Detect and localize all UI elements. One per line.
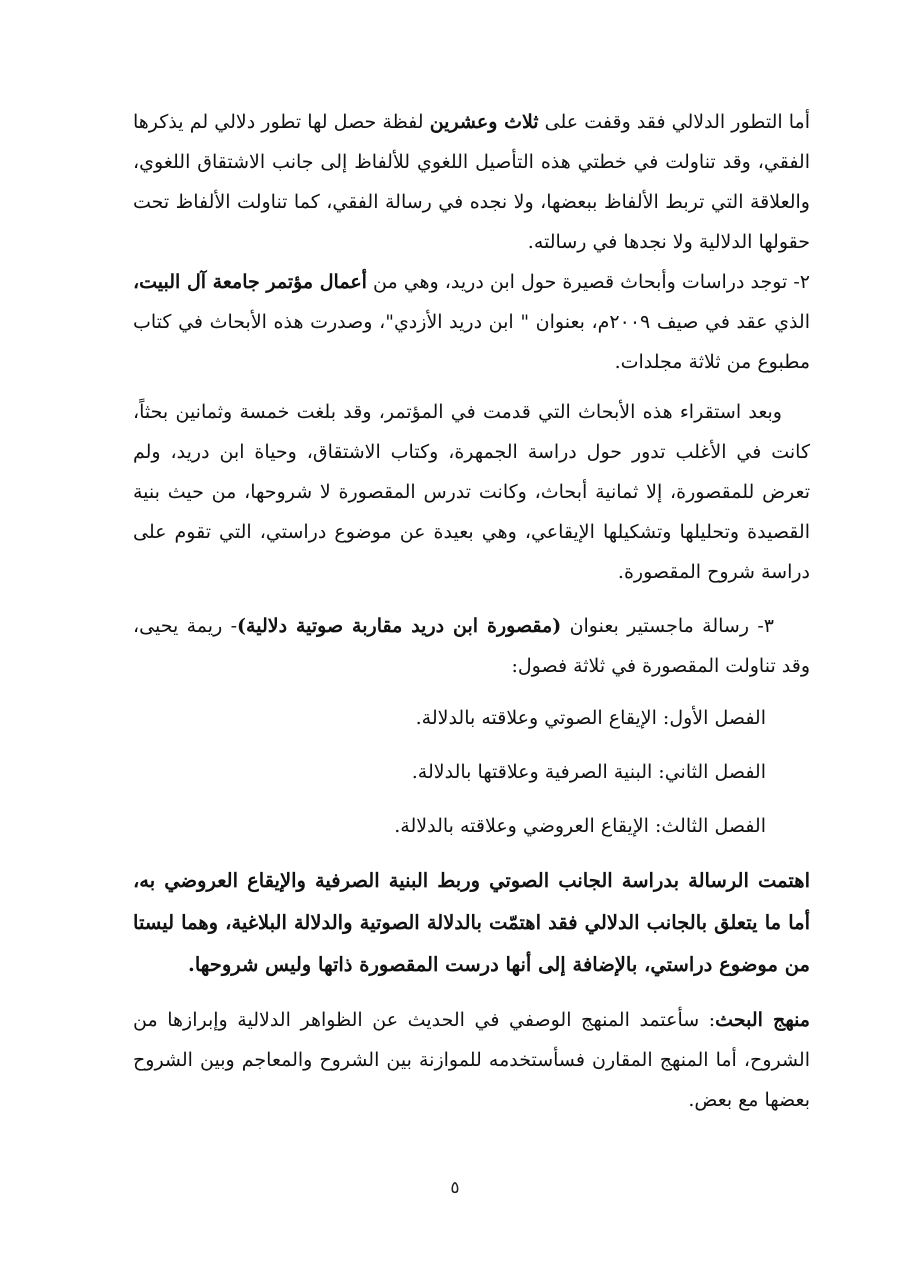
paragraph-item-3 <box>133 606 810 686</box>
bold-text-run: (مقصورة ابن دريد مقاربة صوتية دلالية) <box>237 615 562 637</box>
text-run: الذي عقد في صيف ٢٠٠٩م، بعنوان " ابن دريد الأزدي"، وصدرت هذه الأبحاث في كتاب مطبوع من ثلاثة مجلدات. <box>133 311 810 373</box>
text-run: ٢- توجد دراسات وأبحاث قصيرة حول ابن دريد، وهي من <box>366 271 810 293</box>
paragraph-thesis-focus: اهتمت الرسالة بدراسة الجانب الصوتي وربط البنية الصرفية والإيقاع العروضي به، أما ما يتعلق بالجانب الدلالي فقد اهتمّت بالدلالة الصوتية والدلالة البلاغية، وهما ليستا من موضوع دراستي، بالإضافة إلى أنها درست المقصورة ذاتها وليس شروحها. <box>133 869 810 976</box>
chapter-line-1: الفصل الأول: الإيقاع الصوتي وعلاقته بالدلالة. <box>415 707 766 729</box>
text-run: ٣- رسالة ماجستير بعنوان <box>561 615 774 637</box>
text-run: : سأعتمد المنهج الوصفي في الحديث عن الظواهر الدلالية وإبرازها من الشروح، أما المنهج المقارن فسأستخدمه للموازنة بين الشروح والمعاجم وبين الشروح بعضها مع بعض. <box>133 1009 810 1111</box>
bold-text-run: ثلاث وعشرين <box>429 111 539 133</box>
bold-text-run: منهج البحث <box>715 1009 810 1031</box>
paragraph-research-method <box>133 1000 810 1120</box>
paragraph-semantic-development <box>133 102 810 262</box>
body-text <box>133 102 810 1120</box>
chapter-line-3: الفصل الثالث: الإيقاع العروضي وعلاقته بالدلالة. <box>394 815 766 837</box>
text-run: لفظة حصل لها تطور دلالي لم يذكرها الفقي، وقد تناولت في خطتي هذه التأصيل اللغوي للألفاظ إلى جانب الاشتقاق اللغوي، والعلاقة التي تربط الألفاظ ببعضها، ولا نجده في رسالة الفقي، كما تناولت الألفاظ تحت حقولها الدلالية ولا نجدها في رسالته. <box>133 111 810 253</box>
text-run: - ريمة يحيى، وقد تناولت المقصورة في ثلاثة فصول: <box>133 615 810 677</box>
text-run: أما التطور الدلالي فقد وقفت على <box>538 111 810 133</box>
page-number: ٥ <box>450 1178 460 1198</box>
bold-text-run: أعمال مؤتمر جامعة آل البيت، <box>133 271 367 293</box>
paragraph-research-survey: وبعد استقراء هذه الأبحاث التي قدمت في المؤتمر، وقد بلغت خمسة وثمانين بحثاً، كانت في الأغلب تدور حول دراسة الجمهرة، وكتاب الاشتقاق، وحياة ابن دريد، ولم تعرض للمقصورة، إلا ثمانية أبحاث، وكانت تدرس المقصورة لا شروحها، من حيث بنية القصيدة وتحليلها وتشكيلها الإيقاعي، وهي بعيدة عن موضوع دراستي، التي تقوم على دراسة شروح المقصورة. <box>133 401 810 583</box>
chapter-line-2: الفصل الثاني: البنية الصرفية وعلاقتها بالدلالة. <box>411 761 766 783</box>
paragraph-item-2 <box>133 262 810 382</box>
